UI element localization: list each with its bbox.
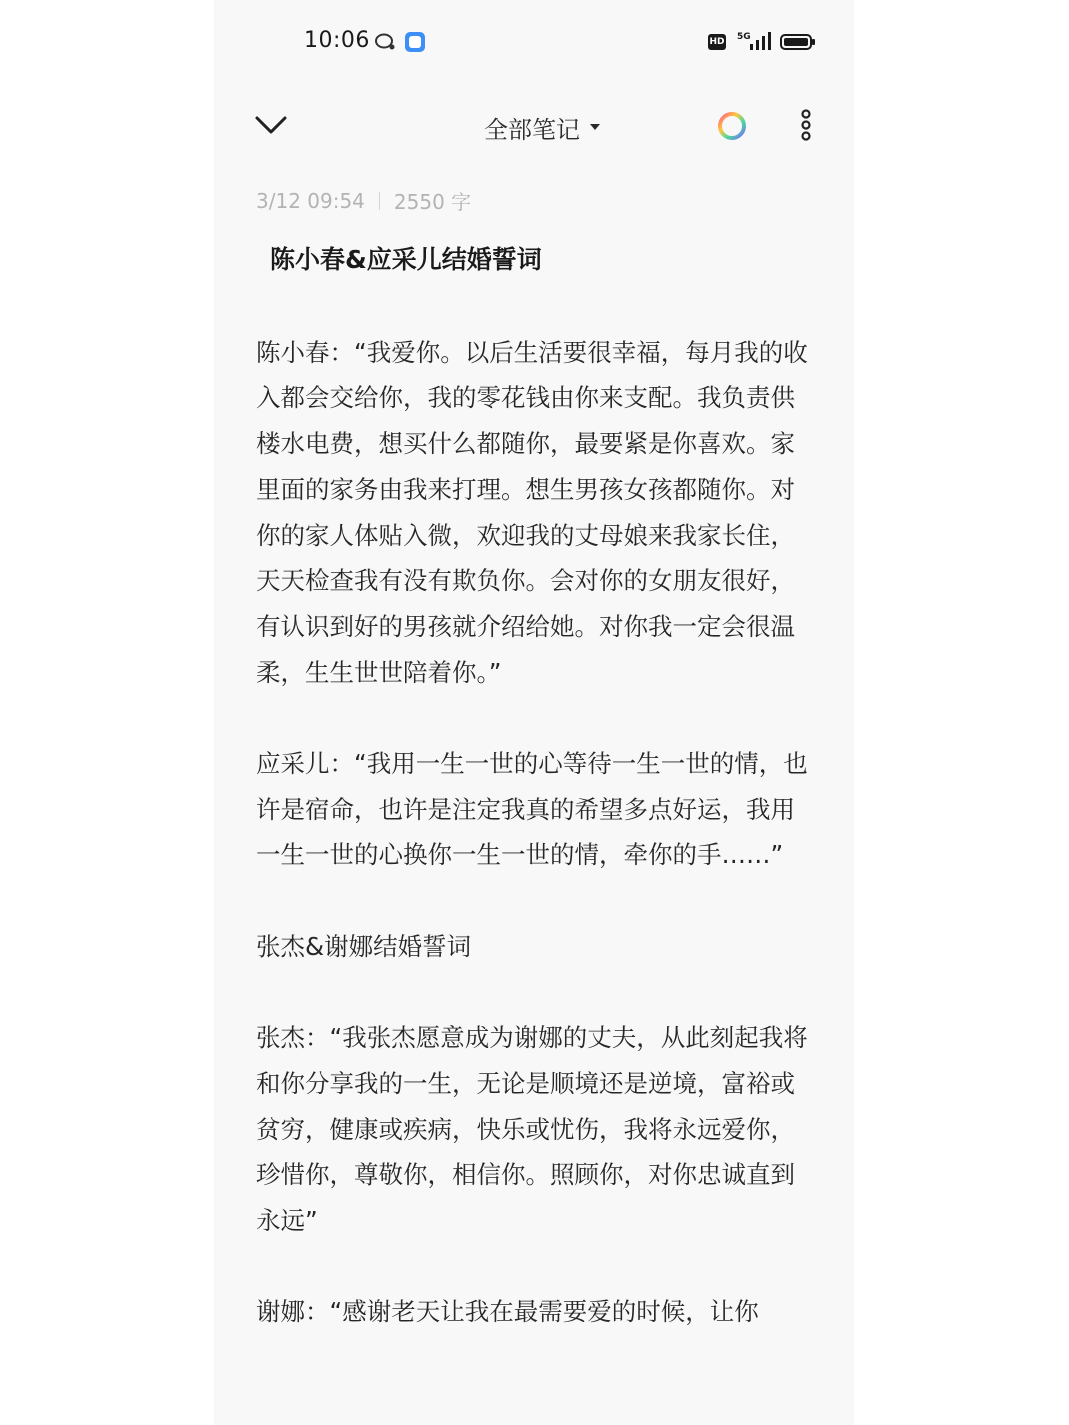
app-notification-icon: [404, 32, 426, 52]
hd-icon: HD: [708, 34, 726, 50]
note-word-count: 2550 字: [393, 190, 472, 214]
note-date: 3/12 09:54: [256, 188, 365, 213]
blank-line: [256, 970, 816, 1016]
note-paragraph[interactable]: 应采儿：“我用一生一世的心等待一生一世的情，也许是宿命，也许是注定我真的希望多点好运，我用一生一世的心换你一生一世的情，牵你的手……”: [256, 749, 808, 870]
note-paragraph[interactable]: 张杰&谢娜结婚誓词: [256, 931, 472, 961]
blank-line: [256, 1244, 816, 1290]
folder-dropdown[interactable]: [484, 110, 600, 144]
blank-line: [256, 878, 816, 924]
note-paragraph[interactable]: 陈小春：“我爱你。以后生活要很幸福，每月我的收入都会交给你，我的零花钱由你来支配。我负责供楼水电费，想买什么都随你，最要紧是你喜欢。家里面的家务由我来打理。想生男孩女孩都随你。对你的家人体贴入微，欢迎我的丈母娘来我家长住，天天检查我有没有欺负你。会对你的女朋友很好，有认识到好的男孩就介绍给她。对你我一定会很温柔，生生世世陪着你。”: [256, 337, 808, 687]
folder-dropdown-label: 全部笔记: [484, 115, 580, 144]
chevron-down-icon[interactable]: [254, 110, 288, 140]
note-paragraph[interactable]: 张杰：“我张杰愿意成为谢娜的丈夫，从此刻起我将和你分享我的一生，无论是顺境还是逆境，富裕或贫穷，健康或疾病，快乐或忧伤，我将永远爱你，珍惜你，尊敬你，相信你。照顾你，对你忠诚直到永远”: [256, 1023, 808, 1235]
caret-down-icon: [590, 124, 600, 130]
color-ring-icon[interactable]: [716, 110, 748, 142]
battery-icon: [780, 32, 816, 52]
meta-divider: [379, 192, 380, 210]
blank-line: [256, 695, 816, 741]
note-title[interactable]: 陈小春&应采儿结婚誓词: [270, 245, 542, 274]
note-content[interactable]: [256, 236, 816, 1335]
note-meta: [256, 186, 471, 215]
status-bar: [214, 0, 854, 84]
status-time: 10:06: [304, 28, 370, 53]
blank-line: [256, 284, 816, 330]
svg-text:5G: 5G: [737, 32, 751, 42]
note-paragraph[interactable]: 谢娜：“感谢老天让我在最需要爱的时候，让你: [256, 1297, 759, 1327]
chat-bubble-icon: [374, 32, 396, 52]
phone-screen: [214, 0, 854, 1425]
note-header: [214, 90, 854, 160]
more-vertical-icon[interactable]: [798, 108, 814, 142]
signal-5g-icon: [736, 30, 772, 52]
